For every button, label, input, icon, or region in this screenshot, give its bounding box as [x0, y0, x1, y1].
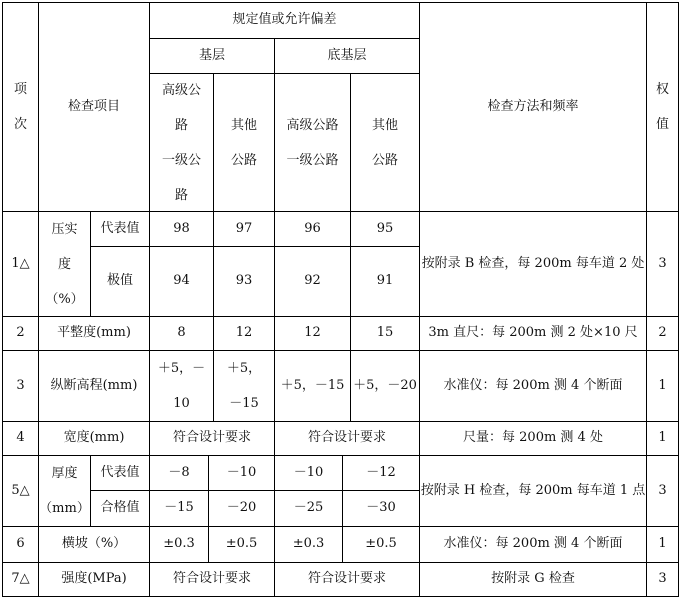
header-subbase-other: [351, 74, 419, 211]
row7-v-base: 符合设计要求: [172, 571, 251, 587]
row3-item: 纵断高程(mm): [50, 377, 138, 393]
row5-v2-b: －20: [226, 500, 257, 516]
row2-v-a: 8: [177, 325, 186, 341]
header-base: 基层: [198, 47, 225, 63]
row1-item-3: （%）: [45, 291, 84, 307]
header-weight: [647, 3, 678, 211]
row2-v-d: 15: [376, 325, 394, 341]
row1-v1-c: 96: [304, 220, 321, 236]
hg-line-1: 高级公: [161, 82, 201, 98]
row3-no: 3: [16, 377, 25, 393]
row3-method: 水准仪：每 200m 测 4 个断面: [443, 377, 623, 393]
hg2-line-2: 一级公路: [286, 152, 339, 168]
row2-weight: 2: [658, 325, 667, 341]
row5-weight: 3: [658, 482, 667, 498]
header-item-no-2: 次: [13, 117, 27, 132]
row5-item-1: 厚度: [51, 466, 78, 481]
row5-sub2: 合格值: [100, 500, 140, 516]
row6-v-d: ±0.5: [365, 536, 397, 552]
hg-line-2: 路: [174, 117, 188, 133]
other-line-2: 公路: [230, 152, 257, 168]
row1-v2-c: 92: [304, 273, 321, 289]
row6-no: 6: [16, 536, 25, 552]
row5-sub1: 代表值: [100, 464, 140, 480]
row5-v2-c: －25: [293, 500, 324, 516]
header-base-other: [214, 74, 274, 211]
row4-v-base: 符合设计要求: [172, 430, 251, 446]
row7-item: 强度(MPa): [61, 571, 127, 587]
header-subbase-high-grade: [275, 74, 350, 211]
row1-v1-d: 95: [376, 220, 394, 236]
row3-v2: [214, 351, 274, 421]
row6-item: 横坡（%）: [61, 536, 127, 552]
other-line-1: 其他: [230, 117, 257, 133]
row5-v1-b: －10: [226, 464, 257, 480]
row4-v-subbase: 符合设计要求: [307, 430, 386, 446]
row5-v1-c: －10: [293, 464, 324, 480]
row3-v1-line1: ＋5，－: [157, 361, 206, 376]
row5-v2-a: －15: [164, 500, 194, 516]
row1-v1-b: 97: [235, 220, 253, 236]
row3-v2-line1: ＋5，: [226, 361, 262, 376]
header-subbase: 底基层: [327, 47, 367, 63]
other2-line-2: 公路: [371, 152, 398, 168]
row1-v2-a: 94: [173, 273, 190, 289]
row5-item-2: （mm）: [39, 501, 90, 516]
row2-v-b: 12: [235, 325, 253, 341]
header-base-high-grade: [150, 74, 213, 211]
row3-v1-line2: 10: [173, 396, 190, 411]
header-weight-1: 权: [655, 82, 669, 97]
row7-v-subbase: 符合设计要求: [307, 571, 386, 587]
hg-line-4: 路: [174, 187, 188, 203]
row2-item: 平整度(mm): [57, 325, 131, 341]
row1-sub1: 代表值: [100, 220, 140, 236]
header-item-no-1: 项: [13, 82, 27, 97]
row1-no: 1△: [11, 255, 30, 271]
row7-weight: 3: [658, 571, 667, 587]
row5-method: 按附录 H 检查，每 200m 每车道 1 点: [420, 482, 646, 498]
row2-method: 3m 直尺：每 200m 测 2 处×10 尺: [428, 325, 638, 341]
row2-v-c: 12: [304, 325, 321, 341]
row6-v-b: ±0.5: [225, 536, 258, 552]
hg2-line-1: 高级公路: [286, 117, 339, 133]
hg-line-3: 一级公: [161, 152, 201, 168]
row1-item-2: 度: [57, 256, 71, 272]
row5-no: 5△: [11, 482, 30, 498]
row5-item: [39, 456, 90, 526]
row4-weight: 1: [658, 430, 667, 446]
row1-method: 按附录 B 检查，每 200m 每车道 2 处: [421, 255, 645, 271]
row2-no: 2: [16, 325, 25, 341]
row5-v1-a: －8: [168, 464, 190, 480]
row4-item: 宽度(mm): [63, 430, 125, 446]
row6-weight: 1: [658, 536, 667, 552]
row6-v-c: ±0.3: [292, 536, 325, 552]
other2-line-1: 其他: [371, 117, 398, 133]
row4-no: 4: [16, 430, 25, 446]
header-spec: 规定值或允许偏差: [232, 12, 337, 28]
row1-v2-b: 93: [235, 273, 253, 289]
row7-no: 7△: [11, 571, 30, 587]
row5-v2-d: －30: [366, 500, 396, 516]
row1-v1-a: 98: [173, 220, 190, 236]
row3-v3: ＋5，－15: [280, 377, 345, 393]
row1-item-1: 压实: [51, 221, 78, 237]
row7-method: 按附录 G 检查: [491, 571, 575, 587]
row6-v-a: ±0.3: [163, 536, 195, 552]
row4-method: 尺量：每 200m 测 4 处: [463, 430, 603, 446]
row3-v2-line2: －15: [229, 396, 259, 411]
row1-item: [39, 212, 90, 316]
row6-method: 水准仪：每 200m 测 4 个断面: [443, 536, 623, 552]
header-check-item: 检查项目: [67, 98, 120, 114]
row3-v4: ＋5，－20: [353, 377, 417, 393]
row3-weight: 1: [658, 377, 667, 393]
header-weight-2: 值: [655, 117, 669, 132]
header-method: 检查方法和频率: [487, 98, 579, 114]
row5-v1-d: －12: [366, 464, 396, 480]
row1-sub2: 极值: [106, 273, 133, 289]
row1-weight: 3: [658, 255, 667, 271]
row1-v2-d: 91: [376, 273, 394, 289]
header-item-no: [3, 3, 38, 211]
row3-v1: [150, 351, 213, 421]
